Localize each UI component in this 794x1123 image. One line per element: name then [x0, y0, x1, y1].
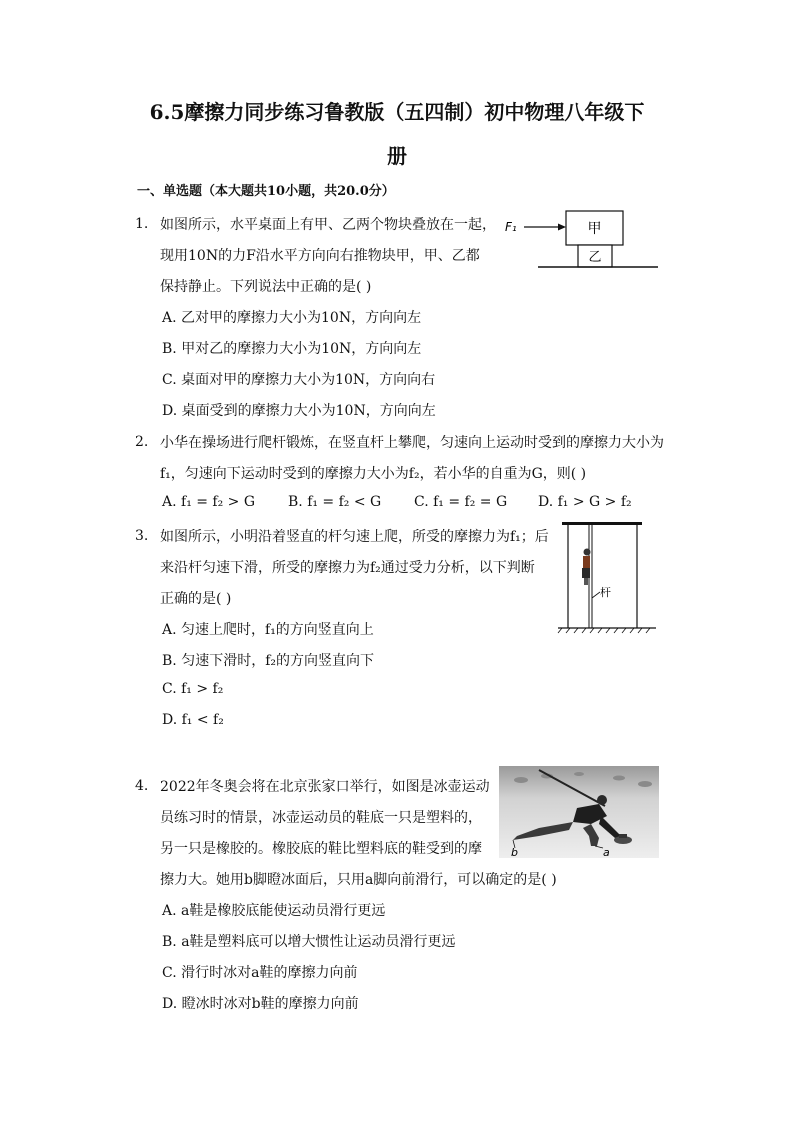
- option-c: C. 桌面对甲的摩擦力大小为10N，方向向右: [162, 372, 436, 388]
- block-jia-label: 甲: [587, 221, 602, 237]
- force-arrow-head: [558, 224, 566, 231]
- foot-label-a: a: [603, 846, 610, 858]
- curling-photo: [499, 766, 659, 858]
- question-text-line: 正确的是( ): [160, 591, 232, 607]
- page-title-line-2: 册: [387, 144, 407, 168]
- question-number: 3.: [135, 528, 149, 544]
- option-c: C. f₁ > f₂: [162, 681, 224, 697]
- block-yi-label: 乙: [588, 250, 602, 265]
- question-text-line: 小华在操场进行爬杆锻炼，在竖直杆上攀爬，匀速向上运动时受到的摩擦力大小为: [160, 435, 664, 451]
- option-b: B. 甲对乙的摩擦力大小为10N，方向向左: [162, 341, 422, 357]
- question-text-line: 保持静止。下列说法中正确的是( ): [160, 279, 372, 295]
- question-text-line: 员练习时的情景，冰壶运动员的鞋底一只是塑料的，: [160, 810, 482, 826]
- pole-label-pointer: [592, 592, 600, 598]
- option-a: A. f₁ = f₂ > G: [162, 494, 256, 510]
- page-title-line-1: 6.5摩擦力同步练习鲁教版（五四制）初中物理八年级下: [149, 100, 645, 124]
- option-d: D. f₁ > G > f₂: [538, 494, 632, 510]
- option-c: C. f₁ = f₂ = G: [414, 494, 508, 510]
- question-text-line: 如图所示，小明沿着竖直的杆匀速上爬，所受的摩擦力为f₁；后: [160, 529, 549, 545]
- question-number: 1.: [135, 216, 149, 232]
- option-d: D. 桌面受到的摩擦力大小为10N，方向向左: [162, 403, 436, 419]
- option-c: C. 滑行时冰对a鞋的摩擦力向前: [162, 965, 358, 981]
- top-bar: [562, 522, 642, 525]
- option-b: B. 匀速下滑时，f₂的方向竖直向下: [162, 653, 374, 669]
- pole-label: 杆: [600, 586, 611, 599]
- question-text-line: f₁，匀速向下运动时受到的摩擦力大小为f₂，若小华的自重为G，则( ): [160, 466, 587, 482]
- option-d: D. f₁ < f₂: [162, 712, 224, 728]
- question-text-line: 另一只是橡胶的。橡胶底的鞋比塑料底的鞋受到的摩: [160, 841, 482, 857]
- option-b: B. a鞋是塑料底可以增大惯性让运动员滑行更远: [162, 934, 456, 950]
- ground-hatching: [558, 628, 650, 633]
- question-text-line: 现用10N的力F沿水平方向向右推物块甲，甲、乙都: [160, 248, 480, 264]
- question-number: 2.: [135, 434, 149, 450]
- option-a: A. 乙对甲的摩擦力大小为10N，方向向左: [162, 310, 422, 326]
- question-number: 4.: [135, 778, 149, 794]
- option-d: D. 瞪冰时冰对b鞋的摩擦力向前: [162, 996, 359, 1012]
- question-text-line: 来沿杆匀速下滑，所受的摩擦力为f₂通过受力分析，以下判断: [160, 560, 535, 576]
- option-a: A. a鞋是橡胶底能使运动员滑行更远: [162, 903, 386, 919]
- option-b: B. f₁ = f₂ < G: [288, 494, 382, 510]
- foot-label-b: b: [511, 846, 518, 858]
- force-label: F₁: [505, 220, 517, 234]
- option-a: A. 匀速上爬时，f₁的方向竖直向上: [162, 622, 374, 638]
- question-text-line: 擦力大。她用b脚瞪冰面后，只用a脚向前滑行，可以确定的是( ): [160, 872, 557, 888]
- pole-climbing-figure: [556, 518, 658, 638]
- section-heading: 一、单选题（本大题共10小题，共20.0分）: [137, 184, 395, 199]
- stacked-blocks-figure: [500, 205, 665, 273]
- question-text-line: 2022年冬奥会将在北京张家口举行，如图是冰壶运动: [160, 779, 490, 795]
- question-text-line: 如图所示，水平桌面上有甲、乙两个物块叠放在一起，: [160, 217, 496, 233]
